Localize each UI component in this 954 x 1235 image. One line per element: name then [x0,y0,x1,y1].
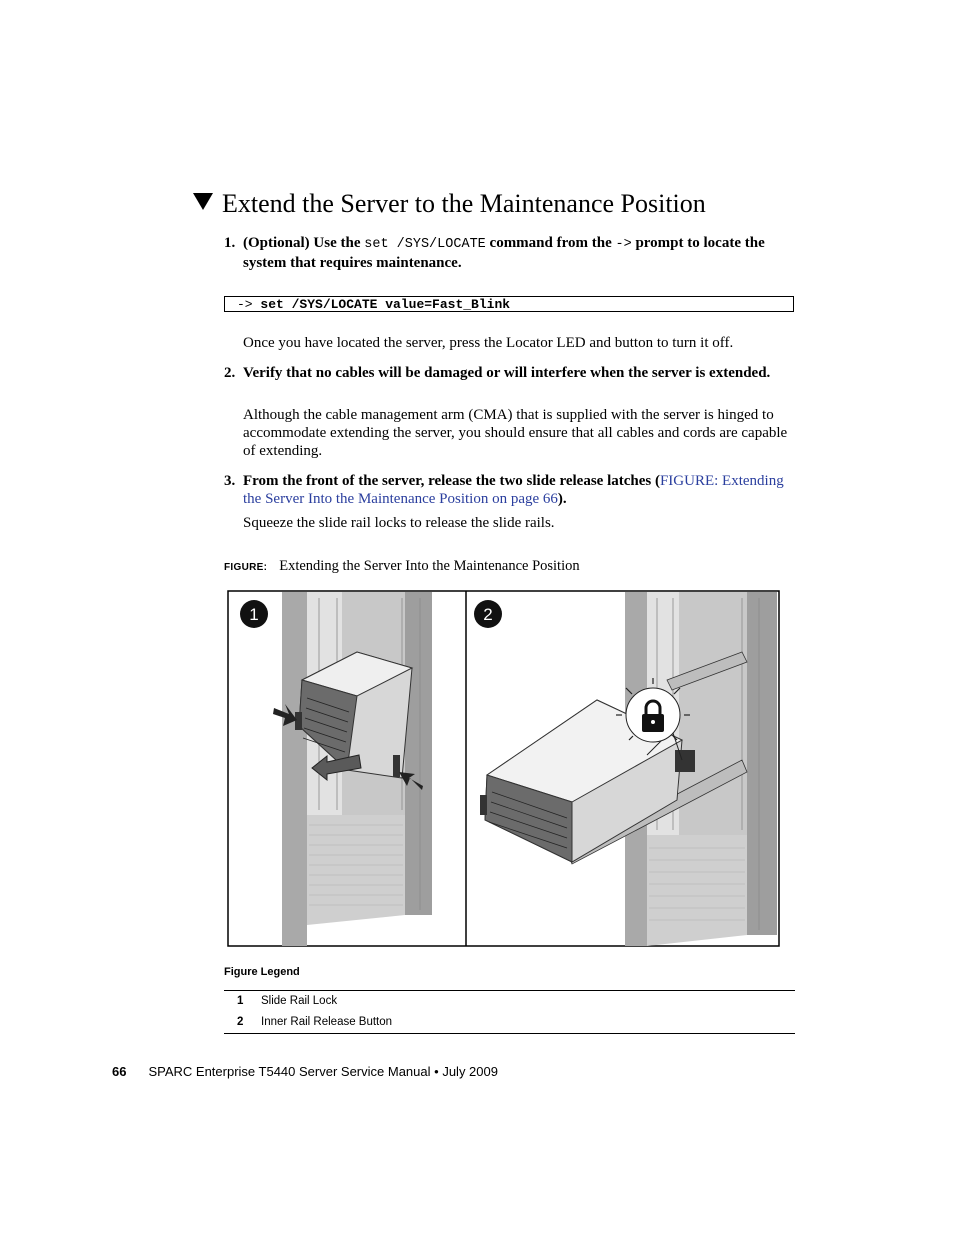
page-footer [112,1064,498,1079]
page-title [193,187,706,221]
figure-caption [224,558,580,575]
step-number: 2. [224,365,236,381]
legend-row [224,1012,795,1033]
step-3 [224,472,804,508]
page-title-text: Extend the Server to the Maintenance Position [222,189,706,218]
step-text: From the front of the server, release the two slide release latches ( [243,473,660,489]
inline-code: -> [615,237,632,252]
panel-1 [273,592,432,946]
legend-number: 2 [237,1016,244,1028]
figure-label: FIGURE: [224,562,268,573]
server-rack-illustration [227,590,780,947]
figure-caption-text: Extending the Server Into the Maintenance Position [279,558,580,574]
step-1-body: Once you have located the server, press the Locator LED and button to turn it off. [243,335,734,351]
page-number: 66 [112,1064,127,1079]
legend-text: Slide Rail Lock [261,995,338,1007]
step-number: 1. [224,235,236,251]
legend-text: Inner Rail Release Button [261,1016,393,1028]
legend-row [224,991,795,1012]
step-1 [224,234,804,272]
footer-date: July 2009 [442,1064,498,1079]
code-block [224,296,794,312]
legend-number: 1 [237,995,244,1007]
callout-1: 1 [249,605,259,624]
step-2-body: Although the cable management arm (CMA) that is supplied with the server is hinged to accommodate extending the server, you should ensure that all cables and cords are capable of extending. [243,407,788,459]
step-2 [224,364,804,382]
triangle-down-icon [193,193,213,210]
step-number: 3. [224,473,236,489]
callout-2: 2 [483,605,493,624]
step-text: command from the [489,235,612,251]
step-text: Verify that no cables will be damaged or will interfere when the server is extended. [243,365,771,381]
footer-title: SPARC Enterprise T5440 Server Service Manual [148,1064,431,1079]
step-text: ). [557,491,567,507]
step-3-body: Squeeze the slide rail locks to release the slide rails. [243,515,555,531]
code-prompt: -> [237,297,253,312]
figure-link[interactable]: FIGURE: Extending the Server Into the Maintenance Position on page 66 [243,473,784,507]
legend-title: Figure Legend [224,966,300,978]
step-text: prompt to locate the system that requires maintenance. [243,235,765,271]
footer-bullet: • [434,1064,439,1079]
step-text: (Optional) Use the [243,235,361,251]
legend-table [224,990,795,1034]
inline-code: set /SYS/LOCATE [364,237,486,252]
code-command: set /SYS/LOCATE value=Fast_Blink [260,297,511,312]
